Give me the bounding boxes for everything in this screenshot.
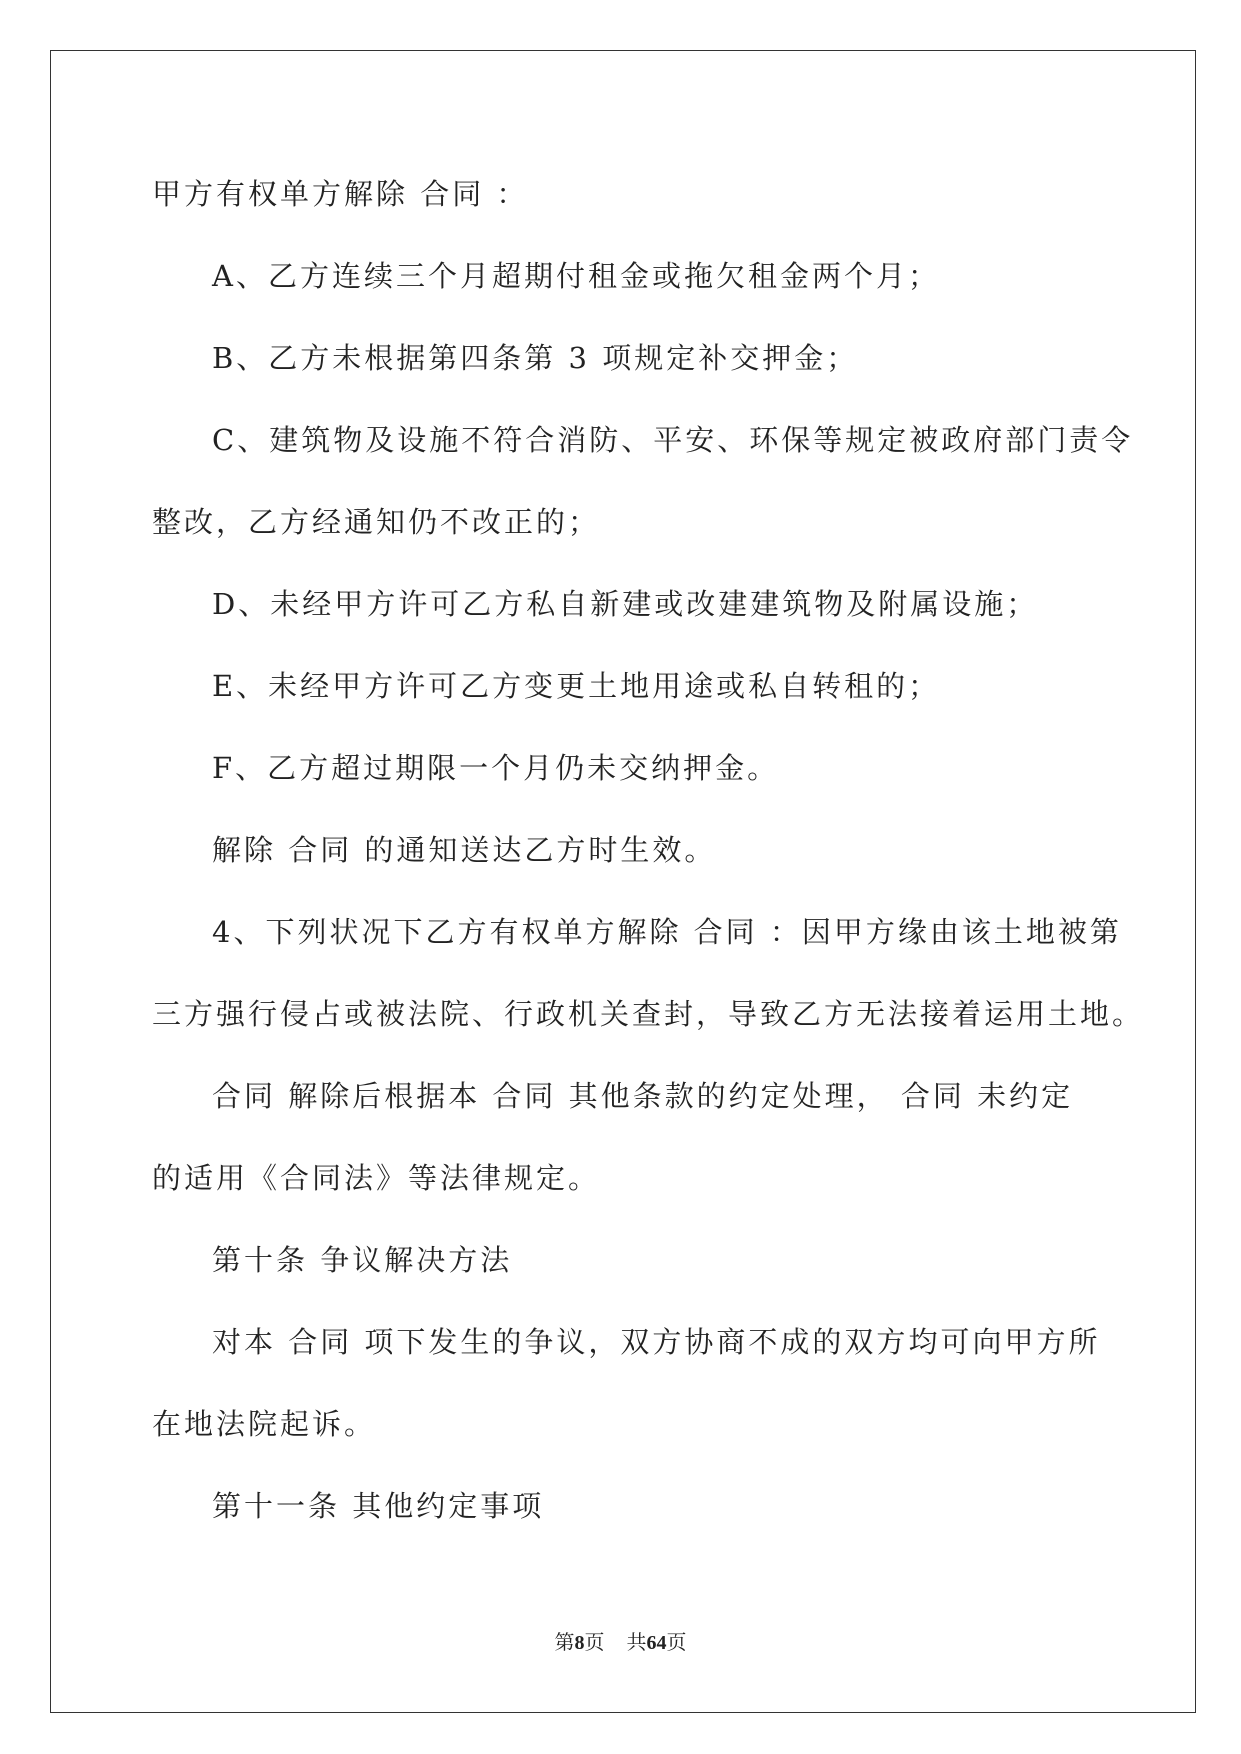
paragraph-line: 甲方有权单方解除 合同 ： [152, 177, 529, 211]
document-body [152, 158, 1145, 1552]
total-pages: 64 [646, 1632, 667, 1654]
paragraph-line: 解除 合同 的通知送达乙方时生效。 [212, 833, 717, 867]
total-prefix: 共 [626, 1632, 647, 1654]
paragraph-line: 4、下列状况下乙方有权单方解除 合同 ：因甲方缘由该土地被第 [212, 915, 1122, 949]
paragraph-line: F、乙方超过期限一个月仍未交纳押金。 [212, 751, 780, 785]
paragraph-line: E、未经甲方许可乙方变更土地用途或私自转租的； [212, 669, 941, 703]
paragraph-line: 的适用《合同法》等法律规定。 [152, 1161, 601, 1195]
page-footer [0, 1630, 1241, 1656]
paragraph-line: 在地法院起诉。 [152, 1407, 377, 1441]
page-number: 8 [574, 1632, 585, 1654]
page-prefix: 第 [554, 1632, 575, 1654]
section-heading: 第十一条 其他约定事项 [212, 1489, 545, 1523]
paragraph-line: 合同 解除后根据本 合同 其他条款的约定处理， 合同 未约定 [212, 1079, 1074, 1113]
paragraph-line: 对本 合同 项下发生的争议，双方协商不成的双方均可向甲方所 [212, 1325, 1101, 1359]
paragraph-line: C、建筑物及设施不符合消防、平安、环保等规定被政府部门责令 [212, 423, 1134, 457]
paragraph-line: 整改，乙方经通知仍不改正的； [152, 505, 601, 539]
total-suffix: 页 [666, 1632, 687, 1654]
paragraph-line: D、未经甲方许可乙方私自新建或改建建筑物及附属设施； [212, 587, 1039, 621]
paragraph-line: B、乙方未根据第四条第 3 项规定补交押金； [212, 341, 859, 375]
paragraph-line: A、乙方连续三个月超期付租金或拖欠租金两个月； [212, 259, 940, 293]
section-heading: 第十条 争议解决方法 [212, 1243, 513, 1277]
paragraph-line: 三方强行侵占或被法院、行政机关查封，导致乙方无法接着运用土地。 [152, 997, 1145, 1031]
page-suffix: 页 [584, 1632, 605, 1654]
